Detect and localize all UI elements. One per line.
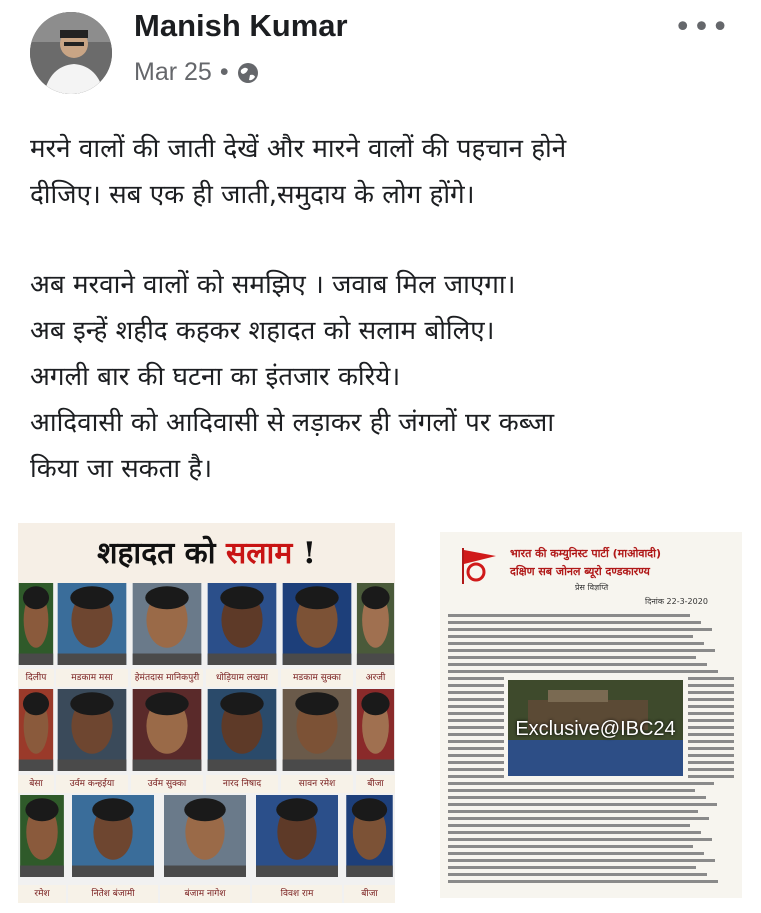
portrait-caption: बंजाम नागेश xyxy=(160,885,250,903)
post-line: आदिवासी को आदिवासी से लड़ाकर ही जंगलों पर कब्जा xyxy=(30,408,555,438)
portrait-photo xyxy=(68,795,158,877)
press-release-label: प्रेस विज्ञप्ति xyxy=(575,583,609,592)
portrait-caption: रमेश xyxy=(18,885,66,903)
post-line: मरने वालों की जाती देखें और मारने वालों की पहचान होने xyxy=(30,134,567,164)
portrait-card xyxy=(206,583,278,687)
red-flag-icon xyxy=(458,546,502,586)
portrait-card xyxy=(281,689,353,793)
poster-banner xyxy=(18,523,395,583)
post-line: दीजिए। सब एक ही जाती,समुदाय के लोग होंगे। xyxy=(30,180,475,210)
post-date[interactable]: Mar 25 xyxy=(134,58,212,86)
portrait-photo xyxy=(131,583,203,665)
post-line: किया जा सकता है। xyxy=(30,454,213,484)
post-meta xyxy=(134,58,259,87)
portrait-photo xyxy=(206,689,278,771)
poster-title: शहादत को सलाम ! xyxy=(97,536,316,571)
author-name[interactable]: Manish Kumar xyxy=(134,8,348,43)
portrait-photo xyxy=(344,795,395,877)
portrait-card xyxy=(131,689,203,793)
portrait-card xyxy=(281,583,353,687)
portrait-card xyxy=(18,583,54,687)
more-options-icon[interactable]: ••• xyxy=(673,10,730,45)
portrait-caption: नारद निषाद xyxy=(206,775,278,793)
document-date: दिनांक 22-3-2020 xyxy=(645,597,708,606)
portrait-caption: बीजा xyxy=(356,775,395,793)
document-subheading: दक्षिण सब जोनल ब्यूरो दण्डकारण्य xyxy=(510,565,650,578)
portrait-card xyxy=(56,689,128,793)
watermark: Exclusive@IBC24 xyxy=(515,718,676,740)
post-body xyxy=(30,126,750,492)
portrait-caption: हेमंतदास मानिकपुरी xyxy=(131,669,203,687)
portrait-photo xyxy=(206,583,278,665)
portrait-caption: मडकाम सुक्का xyxy=(281,669,353,687)
portrait-caption: नितेश बंजामी xyxy=(68,885,158,903)
embedded-photo xyxy=(508,680,683,776)
portrait-card xyxy=(344,795,395,903)
meta-separator: • xyxy=(219,58,229,86)
portrait-card xyxy=(131,583,203,687)
post-line: अब मरवाने वालों को समझिए । जवाब मिल जाएगा। xyxy=(30,270,516,300)
portrait-photo xyxy=(281,583,353,665)
press-release-image[interactable] xyxy=(440,532,742,898)
portrait-caption: उर्वम सुक्का xyxy=(131,775,203,793)
portrait-caption: विवश राम xyxy=(252,885,342,903)
portrait-caption: सावन रमेश xyxy=(281,775,353,793)
portrait-photo xyxy=(18,795,66,877)
portrait-caption: दिलीप xyxy=(18,669,54,687)
post-line: अब इन्हें शहीद कहकर शहादत को सलाम बोलिए। xyxy=(30,316,495,346)
portrait-card xyxy=(356,689,395,793)
portrait-caption: बेसा xyxy=(18,775,54,793)
portrait-photo xyxy=(356,689,395,771)
document-heading: भारत की कम्युनिस्ट पार्टी (माओवादी) xyxy=(510,547,662,560)
portrait-card xyxy=(356,583,395,687)
portrait-photo xyxy=(281,689,353,771)
portrait-photo xyxy=(252,795,342,877)
portrait-photo xyxy=(18,583,54,665)
post-line: अगली बार की घटना का इंतजार करिये। xyxy=(30,362,401,392)
tribute-poster-image[interactable] xyxy=(18,523,395,903)
portrait-card xyxy=(68,795,158,903)
portrait-card xyxy=(252,795,342,903)
globe-icon xyxy=(237,62,259,84)
portrait-card xyxy=(56,583,128,687)
portrait-photo xyxy=(18,689,54,771)
portrait-photo xyxy=(56,689,128,771)
portrait-card xyxy=(18,689,54,793)
portrait-caption: धोड़ियाम लखमा xyxy=(206,669,278,687)
portrait-caption: मडकाम मसा xyxy=(56,669,128,687)
portrait-grid xyxy=(18,583,395,903)
portrait-caption: अरजी xyxy=(356,669,395,687)
avatar[interactable] xyxy=(30,12,112,94)
portrait-photo xyxy=(356,583,395,665)
portrait-photo xyxy=(56,583,128,665)
portrait-caption: बीजा xyxy=(344,885,395,903)
portrait-photo xyxy=(160,795,250,877)
portrait-photo xyxy=(131,689,203,771)
portrait-card xyxy=(206,689,278,793)
portrait-card xyxy=(18,795,66,903)
post-header xyxy=(30,8,730,98)
portrait-caption: उर्वम कन्हईया xyxy=(56,775,128,793)
portrait-card xyxy=(160,795,250,903)
